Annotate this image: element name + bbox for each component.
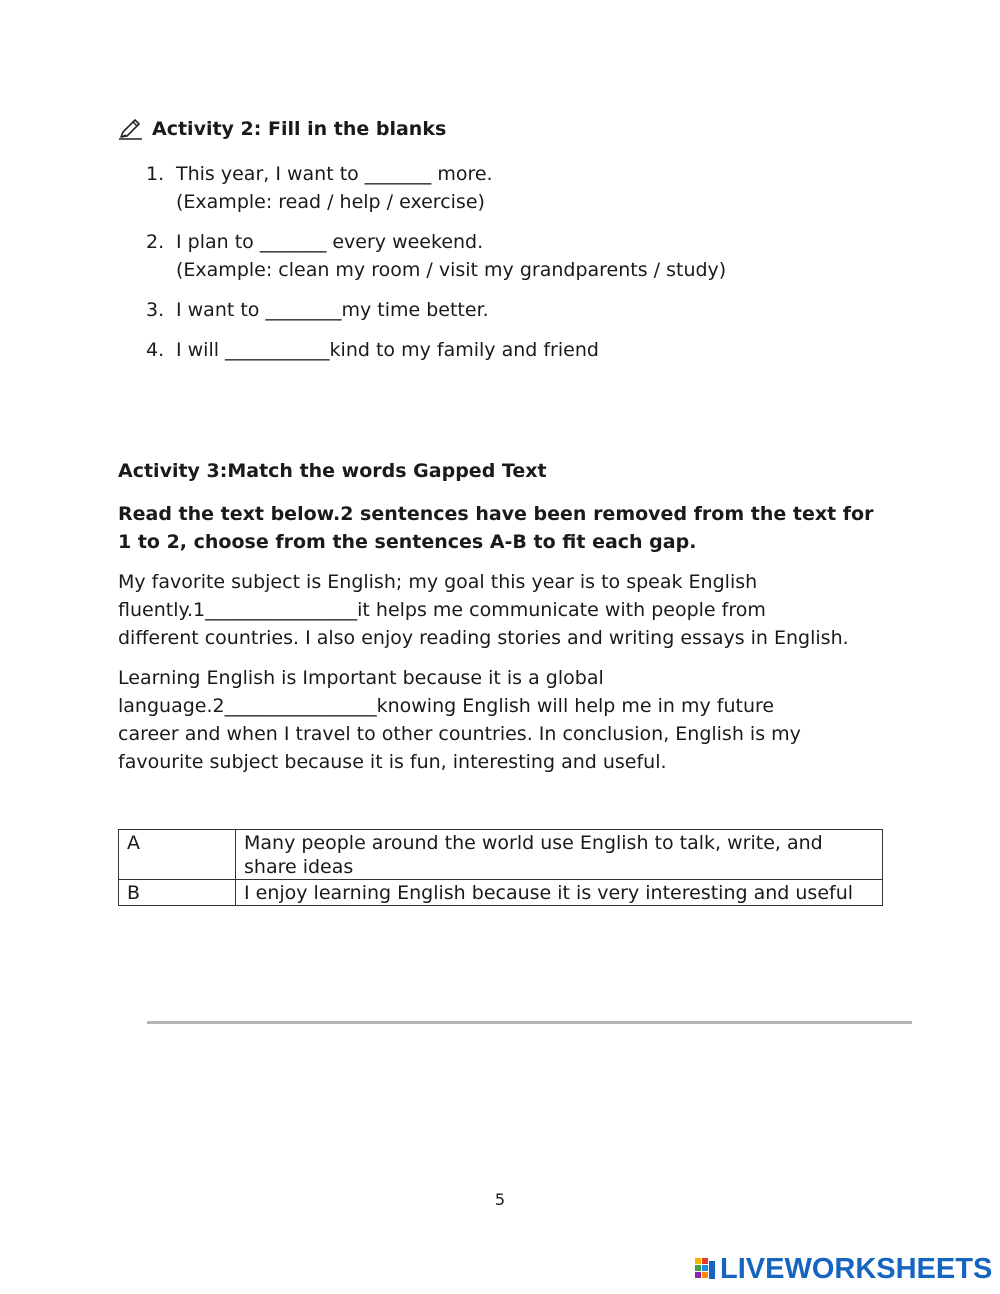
table-row (119, 830, 883, 880)
activity-2-title: Activity 2: Fill in the blanks (152, 118, 447, 140)
fill-in-list (146, 160, 946, 376)
paragraph-line: My favorite subject is English; my goal this year is to speak English (118, 571, 758, 593)
item-sentence: I want to ________my time better. (176, 299, 489, 321)
activity-3-instructions: Read the text below.2 sentences have been removed from the text for 1 to 2, choose from the sentences A-B to fit each gap. (118, 503, 874, 553)
option-letter: A (119, 830, 236, 880)
item-sentence: I will ___________kind to my family and friend (176, 339, 599, 361)
item-number: 1. (146, 163, 165, 185)
table-row (119, 880, 883, 906)
option-letter: B (119, 880, 236, 906)
list-item (146, 160, 946, 216)
options-table (118, 829, 883, 906)
paragraph-line: language.2________________knowing English will help me in my future (118, 695, 775, 717)
item-number: 2. (146, 231, 165, 253)
option-text: I enjoy learning English because it is very interesting and useful (236, 880, 883, 906)
liveworksheets-logo (695, 1253, 992, 1286)
list-item (146, 336, 946, 364)
item-example: (Example: read / help / exercise) (176, 191, 485, 213)
pencil-icon (118, 118, 144, 140)
paragraph-line: fluently.1________________it helps me communicate with people from (118, 599, 766, 621)
item-sentence: This year, I want to _______ more. (176, 163, 493, 185)
list-item (146, 228, 946, 284)
paragraph-line: different countries. I also enjoy reading stories and writing essays in English. (118, 627, 849, 649)
liveworksheets-logo-icon (695, 1258, 717, 1282)
item-number: 4. (146, 339, 165, 361)
list-item (146, 296, 946, 324)
gapped-paragraph-1 (118, 568, 908, 652)
item-number: 3. (146, 299, 165, 321)
item-sentence: I plan to _______ every weekend. (176, 231, 484, 253)
paragraph-line: career and when I travel to other countries. In conclusion, English is my (118, 723, 801, 745)
gapped-paragraph-2 (118, 664, 908, 776)
paragraph-line: favourite subject because it is fun, interesting and useful. (118, 751, 667, 773)
activity-2-heading (118, 118, 446, 140)
paragraph-line: Learning English is Important because it is a global (118, 667, 604, 689)
divider-line (147, 1021, 912, 1024)
brand-name: LIVEWORKSHEETS (720, 1253, 993, 1285)
option-text: Many people around the world use English to talk, write, and share ideas (236, 830, 883, 880)
item-example: (Example: clean my room / visit my grandparents / study) (176, 259, 727, 281)
activity-3-heading: Activity 3:Match the words Gapped Text (118, 460, 547, 482)
page-number: 5 (494, 1190, 506, 1209)
